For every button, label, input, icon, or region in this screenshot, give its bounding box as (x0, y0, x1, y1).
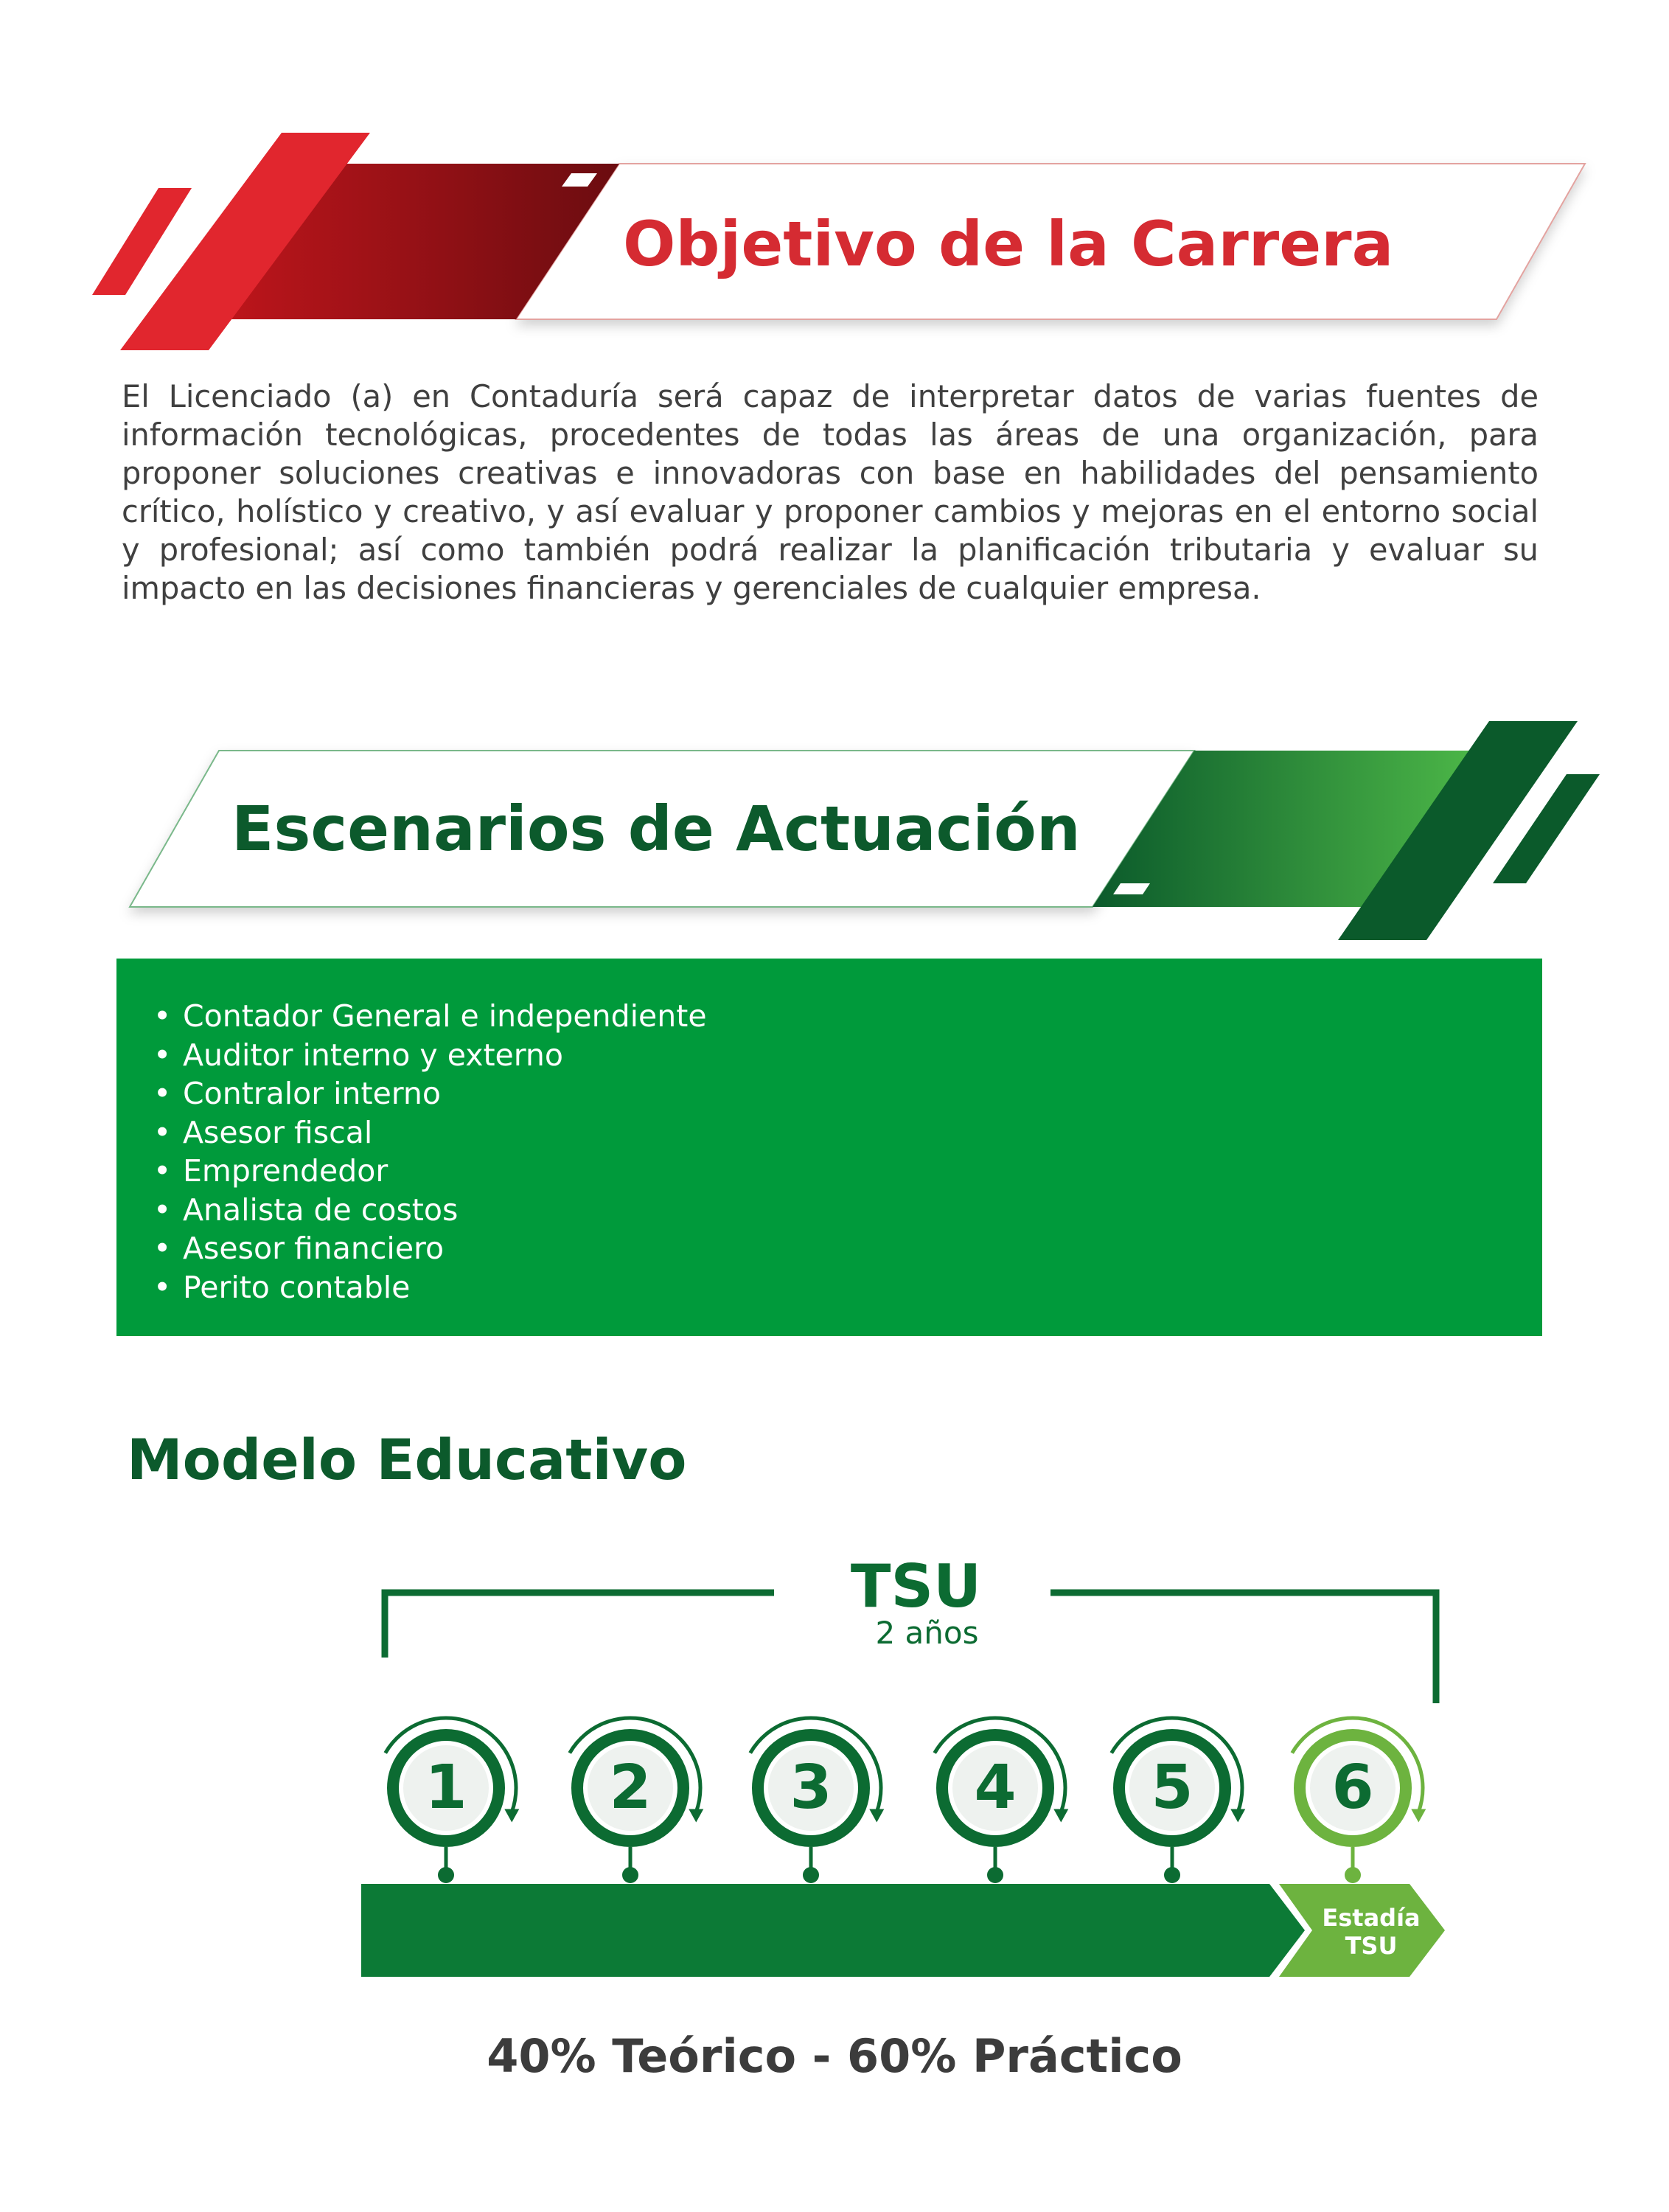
step-number-6: 6 (1331, 1753, 1374, 1823)
modelo-title: Modelo Educativo (127, 1427, 687, 1492)
estadia-line-1: Estadía (1322, 1904, 1421, 1932)
estadia-label (1286, 1904, 1456, 1960)
theory-practice-ratio: 40% Teórico - 60% Práctico (487, 2029, 1182, 2083)
tsu-duration: 2 años (875, 1615, 979, 1651)
escenarios-title: Escenarios de Actuación (231, 793, 1081, 865)
step-number-3: 3 (790, 1753, 832, 1823)
step-number-4: 4 (974, 1753, 1017, 1823)
tsu-progress-bar (361, 1884, 1305, 1977)
list-item: • Contador General e independiente (155, 997, 707, 1036)
estadia-line-2: TSU (1345, 1932, 1398, 1960)
tsu-label: TSU (850, 1552, 982, 1621)
list-item: • Asesor fiscal (155, 1113, 707, 1152)
list-item: • Auditor interno y externo (155, 1036, 707, 1075)
objetivo-title: Objetivo de la Carrera (623, 208, 1394, 280)
escenarios-box (116, 959, 1542, 1336)
list-item: • Analista de costos (155, 1191, 707, 1230)
semester-steps (386, 1718, 1426, 1883)
list-item: • Asesor financiero (155, 1229, 707, 1268)
list-item: • Contralor interno (155, 1074, 707, 1113)
step-number-1: 1 (425, 1753, 467, 1823)
objetivo-text: El Licenciado (a) en Contaduría será capaz de interpretar datos de varias fuentes de información tecnológicas, procedentes de todas las áreas de una organización, para proponer soluciones creativas e innovadoras con base en habilidades del pensamiento crítico, holístico y creativo, y así evaluar y proponer cambios y mejoras en el entorno social y profesional; así como también podrá realizar la planificación tributaria y evaluar su impacto en las decisiones financieras y gerenciales de cualquier empresa. (122, 378, 1539, 606)
step-number-5: 5 (1151, 1753, 1194, 1823)
list-item: • Perito contable (155, 1268, 707, 1307)
escenarios-list (155, 997, 707, 1307)
list-item: • Emprendedor (155, 1152, 707, 1191)
step-number-2: 2 (609, 1753, 652, 1823)
